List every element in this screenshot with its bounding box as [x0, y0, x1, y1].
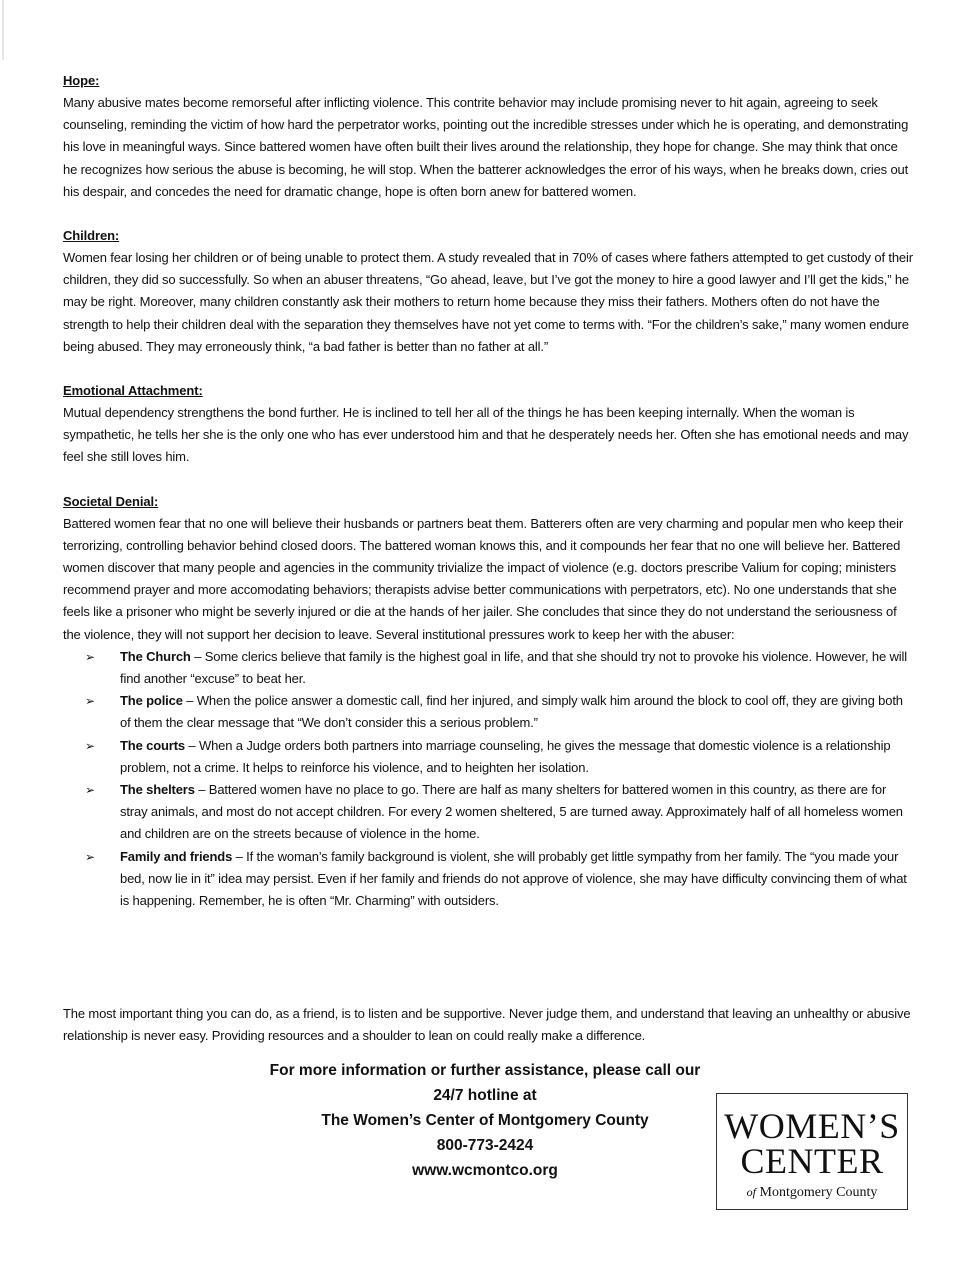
logo-line-center: CENTER — [740, 1141, 884, 1181]
womens-center-logo — [716, 1093, 908, 1210]
contact-line-intro: For more information or further assistance, please call our — [269, 1062, 701, 1079]
section-heading: Hope: — [63, 73, 100, 88]
logo-line-womens: WOMEN’S — [724, 1106, 900, 1146]
section-body: Women fear losing her children or of being unable to protect them. A study revealed that in 70% of cases where fathers attempted to get custody of their children, they did so successfully. So when an abuser threatens, “Go ahead, leave, but I’ve got the money to hire a good lawyer and I’ll get the kids,” he may be right. Moreover, many children constantly ask their mothers to return home because they miss their fathers. Mothers often do not have the strength to help their children deal with the separation they themselves have not yet come to terms with. “For the children’s sake,” many women endure being abused. They may erroneously think, “a bad father is better than no father at all.” — [63, 250, 913, 354]
section-societal-denial — [63, 491, 913, 913]
list-item — [63, 779, 913, 846]
scan-edge-mark — [2, 0, 4, 60]
list-item — [63, 735, 913, 779]
section-body: Many abusive mates become remorseful after inflicting violence. This contrite behavior may include promising never to hit again, agreeing to seek counseling, reminding the victim of how hard the perpetrator works, pointing out the incredible stresses under which he is operating, and demonstrating his love in meaningful ways. Since battered women have often built their lives around the relationship, they hope for change. She may think that once he recognizes how serious the abuse is becoming, he will stop. When the batterer acknowledges the error of his ways, when he breaks down, cries out his despair, and concedes the need for dramatic change, hope is often born anew for battered women. — [63, 95, 909, 199]
section-hope — [63, 70, 913, 203]
list-item — [63, 846, 913, 913]
list-item-text: – Some clerics believe that family is the highest goal in life, and that she should try not to provoke his violence. However, he will find another “excuse” to beat her. — [120, 648, 907, 687]
section-heading: Children: — [63, 228, 120, 244]
section-children — [63, 225, 913, 358]
list-item — [63, 646, 913, 690]
section-emotional-attachment — [63, 380, 913, 469]
arrow-bullet-icon: ➢ — [85, 783, 95, 798]
list-item-text: – If the woman’s family background is violent, she will probably get little sympathy from her family. The “you made your bed, now lie in it” idea may persist. Even if her family and friends do not approve of violence, she may have difficulty convincing them of what is happening. Remember, he is often “Mr. Charming” with outsiders. — [120, 848, 907, 909]
arrow-bullet-icon: ➢ — [85, 849, 95, 864]
pressure-list — [63, 646, 913, 912]
list-item-lead: The courts — [120, 737, 185, 753]
contact-website: www.wcmontco.org — [412, 1162, 558, 1179]
contact-phone: 800-773-2424 — [436, 1137, 534, 1154]
section-body: Mutual dependency strengthens the bond further. He is inclined to tell her all of the things he has been keeping internally. When the woman is sympathetic, he tells her she is the only one who has ever understood him and that he desperately needs her. Often she has emotional needs and may feel she still loves him. — [63, 405, 909, 465]
list-item-text: – Battered women have no place to go. There are half as many shelters for battered women in this country, as there are for stray animals, and most do not accept children. For every 2 women sheltered, 5 are turned away. Approximately half of all homeless women and children are on the streets because of violence in the home. — [120, 782, 903, 842]
document-body — [63, 70, 913, 934]
logo-of: of — [746, 1185, 756, 1199]
closing-paragraph: The most important thing you can do, as a friend, is to listen and be supportive. Never judge them, and understand that leaving an unhealthy or abusive relationship is never easy. Providing resources and a shoulder to lean on could really make a difference. — [63, 1006, 911, 1044]
arrow-bullet-icon: ➢ — [85, 649, 95, 664]
list-item — [63, 690, 913, 734]
list-item-text: – When a Judge orders both partners into marriage counseling, he gives the message that domestic violence is a relationship problem, not a crime. It helps to reinforce his violence, and to heighten her isolation. — [120, 737, 891, 775]
list-item-lead: The Church — [120, 648, 191, 664]
section-heading: Emotional Attachment: — [63, 383, 203, 399]
list-item-lead: The police — [120, 693, 183, 709]
section-body: Battered women fear that no one will believe their husbands or partners beat them. Batterers often are very charming and popular men who keep their terrorizing, controlling behavior behind closed doors. The battered woman knows this, and it compounds her fear that no one will believe her. Battered women discover that many people and agencies in the community trivialize the impact of violence (e.g. doctors prescribe Valium for coping; ministers recommend prayer and more accomodating behaviors; therapists advise better communications with perpetrators, etc). No one understands that she feels like a prisoner who might be severly injured or die at the hands of her jailer. She concludes that since they do not understand the seriousness of the violence, they will not support her decision to leave. Several institutional pressures work to keep her with the abuser: — [63, 515, 904, 642]
list-item-lead: Family and friends — [120, 848, 233, 864]
section-heading: Societal Denial: — [63, 493, 159, 509]
logo-line-county — [717, 1182, 907, 1203]
arrow-bullet-icon: ➢ — [85, 694, 95, 709]
list-item-text: – When the police answer a domestic call, find her injured, and simply walk him around the block to cool off, they are giving both of them the clear message that “We don’t consider this a serious problem.” — [120, 693, 903, 731]
arrow-bullet-icon: ➢ — [85, 738, 95, 753]
list-item-lead: The shelters — [120, 782, 195, 798]
contact-line-hotline: 24/7 hotline at — [433, 1087, 537, 1104]
contact-organization: The Women’s Center of Montgomery County — [321, 1112, 649, 1129]
contact-block — [240, 1058, 730, 1183]
logo-county-text: Montgomery County — [756, 1185, 878, 1200]
